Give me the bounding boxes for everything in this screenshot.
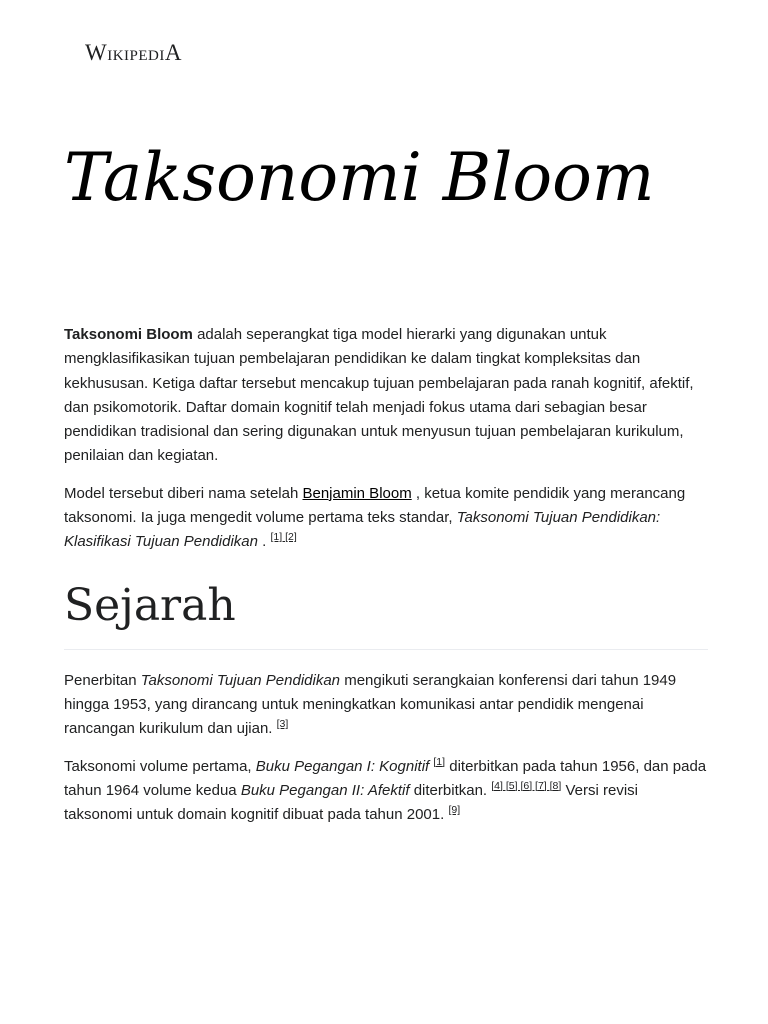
benjamin-bloom-link[interactable]: Benjamin Bloom — [302, 484, 412, 502]
reference-link-1[interactable]: [1] — [433, 755, 446, 768]
intro-text-1: adalah seperangkat tiga model hierarki yang digunakan untuk mengklasifikasikan tujuan pembelajaran pendidikan ke dalam tingkat kompleksitas dan kekhususan. Ketiga daftar tersebut mencakup tujuan pembelajaran pada ranah kognitif, afektif, dan psikomotorik. Daftar domain kognitif telah menjadi fokus utama dari sebagian besar pendidikan tradisional dan sering digunakan untuk menyusun tujuan pembelajaran kurikulum, penilaian dan kegiatan. — [64, 326, 694, 465]
intro-text-2a: Model tersebut diberi nama setelah — [64, 484, 303, 502]
intro-paragraph-2 — [64, 482, 708, 555]
sejarah-text-2b: diterbitkan pada tahun 1956, dan pada tahun 1964 volume kedua — [64, 757, 707, 799]
sejarah-paragraph-1 — [64, 669, 708, 742]
page-title: Taksonomi Bloom — [64, 139, 655, 216]
article-body — [64, 323, 708, 840]
reference-links-4-8[interactable]: [4] [5] [6] [7] [8] — [491, 779, 562, 792]
logo-middle-letters: ikipedi — [107, 41, 165, 65]
handbook-1-title: Buku Pegangan I: Kognitif — [255, 757, 430, 775]
sejarah-text-2c: diterbitkan. — [409, 781, 492, 799]
reference-links-1-2[interactable]: [1] [2] — [270, 531, 297, 544]
sejarah-book-title: Taksonomi Tujuan Pendidikan — [140, 671, 341, 689]
sejarah-text-1a: Penerbitan — [64, 671, 141, 689]
intro-book-title: Taksonomi Tujuan Pendidikan: Klasifikasi Tujuan Pendidikan — [64, 509, 661, 551]
sejarah-paragraph-2 — [64, 755, 708, 828]
intro-text-2c: . — [258, 533, 271, 551]
logo-first-letter: W — [85, 40, 108, 65]
sejarah-text-1b: mengikuti serangkaian konferensi dari tahun 1949 hingga 1953, yang dirancang untuk meningkatkan komunikasi antar pendidik mengenai rancangan kurikulum dan ujian. — [64, 671, 677, 738]
reference-link-3[interactable]: [3] — [276, 718, 289, 731]
intro-bold-term: Taksonomi Bloom — [64, 326, 193, 343]
intro-text-2b: , ketua komite pendidik yang merancang taksonomi. Ia juga mengedit volume pertama teks standar, — [64, 484, 686, 527]
handbook-2-title: Buku Pegangan II: Afektif — [240, 781, 410, 799]
intro-paragraph-1 — [64, 323, 708, 469]
reference-link-9[interactable]: [9] — [448, 804, 461, 817]
sejarah-text-2d: Versi revisi taksonomi untuk domain kognitif dibuat pada tahun 2001. — [64, 781, 638, 824]
wikipedia-logo[interactable] — [85, 40, 182, 66]
section-heading-sejarah: Sejarah — [64, 577, 708, 650]
sejarah-text-2a: Taksonomi volume pertama, — [64, 757, 256, 775]
logo-last-letter: A — [164, 40, 182, 65]
